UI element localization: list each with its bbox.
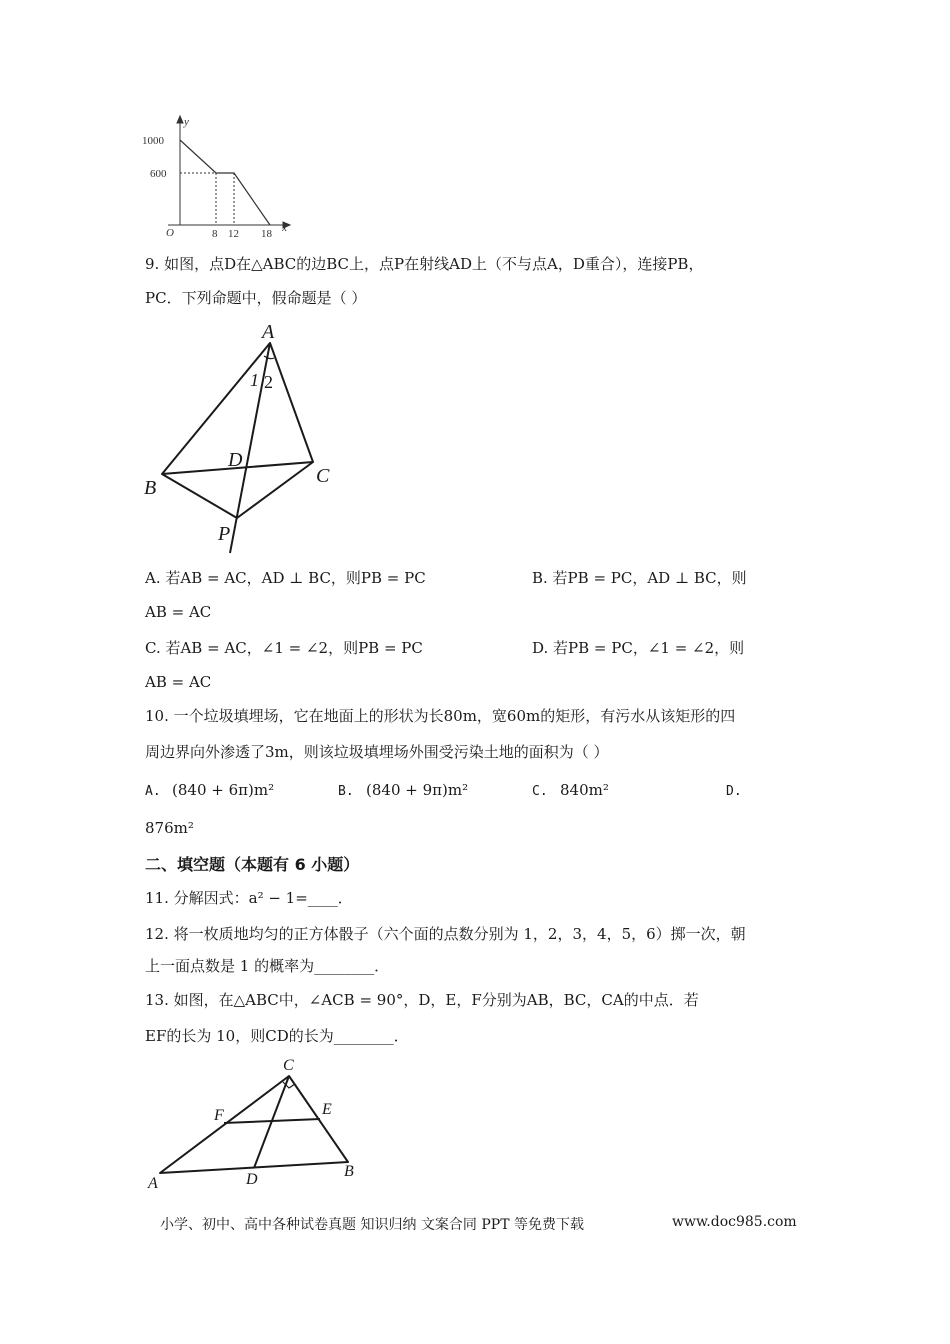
q10-option-a-value: (840 + 6π)m² bbox=[172, 781, 275, 799]
angle-arc bbox=[264, 356, 274, 359]
q9-triangle-figure bbox=[140, 318, 340, 558]
y-tick-600: 600 bbox=[150, 168, 167, 180]
triangle-abc bbox=[160, 1076, 348, 1173]
label-d: D bbox=[246, 1171, 258, 1188]
label-e: E bbox=[322, 1101, 332, 1118]
q9-option-d-line1: D. 若PB = PC，∠1 = ∠2，则 bbox=[532, 639, 745, 657]
angle-2-label: 2 bbox=[264, 372, 273, 392]
label-c: C bbox=[283, 1057, 294, 1074]
y-axis-label: y bbox=[184, 116, 189, 128]
x-axis-label: x bbox=[282, 222, 287, 234]
q9-line1: 9. 如图，点D在△ABC的边BC上，点P在射线AD上（不与点A，D重合），连接PB， bbox=[145, 255, 704, 273]
q9-line2: PC．下列命题中，假命题是（ ） bbox=[145, 289, 367, 307]
q10-option-b-value: (840 + 9π)m² bbox=[366, 781, 469, 799]
q10-line1: 10. 一个垃圾填埋场，它在地面上的形状为长80m，宽60m的矩形，有污水从该矩形的四 bbox=[145, 707, 736, 725]
q12-line1: 12. 将一枚质地均匀的正方体骰子（六个面的点数分别为 1，2，3，4，5，6）掷一次，朝 bbox=[145, 925, 746, 943]
q13-line1: 13. 如图，在△ABC中，∠ACB = 90°，D，E，F分别为AB，BC，CA的中点．若 bbox=[145, 991, 699, 1009]
label-f: F bbox=[214, 1107, 224, 1124]
q13-line2: EF的长为 10，则CD的长为________． bbox=[145, 1027, 409, 1045]
q9-option-d-line2: AB = AC bbox=[145, 673, 212, 691]
footer-text: 小学、初中、高中各种试卷真题 知识归纳 文案合同 PPT 等免费下载 bbox=[160, 1217, 584, 1233]
y-axis-arrow bbox=[177, 116, 183, 123]
label-d: D bbox=[228, 449, 243, 471]
footer-url[interactable]: www.doc985.com bbox=[672, 1214, 797, 1230]
q10-option-b-label: B. bbox=[338, 784, 354, 799]
q9-option-b-line2: AB = AC bbox=[145, 603, 212, 621]
q12-line2: 上一面点数是 1 的概率为________． bbox=[145, 957, 390, 975]
q10-option-c-value: 840m² bbox=[560, 781, 609, 799]
q10-option-c-label: C. bbox=[532, 784, 548, 799]
y-tick-1000: 1000 bbox=[142, 135, 164, 147]
q10-line2: 周边界向外渗透了3m，则该垃圾填埋场外围受污染土地的面积为（ ） bbox=[145, 743, 609, 761]
q11: 11. 分解因式：a² − 1=____． bbox=[145, 889, 353, 907]
distance-time-graph bbox=[138, 108, 298, 240]
x-tick-12: 12 bbox=[228, 228, 239, 240]
label-b: B bbox=[144, 477, 157, 499]
q13-triangle-figure bbox=[140, 1054, 380, 1194]
q9-option-b-line1: B. 若PB = PC，AD ⊥ BC，则 bbox=[532, 569, 747, 587]
section-2-heading: 二、填空题（本题有 6 小题） bbox=[145, 855, 360, 874]
label-p: P bbox=[218, 523, 231, 545]
label-a: A bbox=[148, 1175, 158, 1192]
q10-option-d-value: 876m² bbox=[145, 819, 194, 837]
x-tick-18: 18 bbox=[261, 228, 272, 240]
x-tick-8: 8 bbox=[212, 228, 218, 240]
angle-1-label: 1 bbox=[250, 370, 259, 390]
q10-option-d-label: D. bbox=[726, 784, 742, 799]
q9-option-a: A. 若AB = AC，AD ⊥ BC，则PB = PC bbox=[145, 569, 426, 587]
graph-line bbox=[180, 140, 270, 225]
label-b: B bbox=[344, 1163, 354, 1180]
q10-option-a-label: A. bbox=[145, 784, 161, 799]
q9-option-c: C. 若AB = AC，∠1 = ∠2，则PB = PC bbox=[145, 639, 423, 657]
label-c: C bbox=[316, 465, 330, 487]
label-a: A bbox=[262, 321, 275, 343]
origin-label: O bbox=[166, 227, 174, 239]
